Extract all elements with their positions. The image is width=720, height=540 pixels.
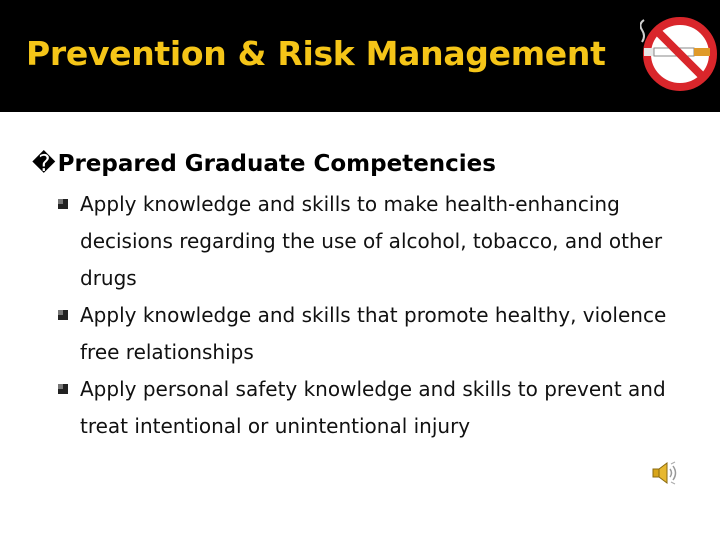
section-heading bbox=[32, 148, 702, 180]
slide-title: Prevention & Risk Management bbox=[26, 34, 606, 73]
square-bullet-icon bbox=[58, 199, 68, 209]
list-item-text: Apply knowledge and skills that promote healthy, violence free relationships bbox=[80, 303, 667, 364]
square-bullet-icon bbox=[58, 310, 68, 320]
no-smoking-icon bbox=[640, 12, 718, 94]
square-bullet-icon bbox=[58, 384, 68, 394]
section-heading-text: Prepared Graduate Competencies bbox=[57, 151, 496, 177]
list-item bbox=[58, 371, 702, 445]
missing-glyph-icon: � bbox=[32, 151, 56, 177]
list-item-text: Apply knowledge and skills to make health-enhancing decisions regarding the use of alcohol, tobacco, and other drugs bbox=[80, 192, 663, 290]
list-item bbox=[58, 297, 702, 371]
competency-list bbox=[32, 186, 702, 445]
slide-body bbox=[32, 148, 702, 445]
speaker-icon[interactable] bbox=[651, 460, 679, 486]
list-item-text: Apply personal safety knowledge and skills to prevent and treat intentional or unintentional injury bbox=[80, 377, 666, 438]
slide-header bbox=[0, 0, 720, 112]
list-item bbox=[58, 186, 702, 297]
